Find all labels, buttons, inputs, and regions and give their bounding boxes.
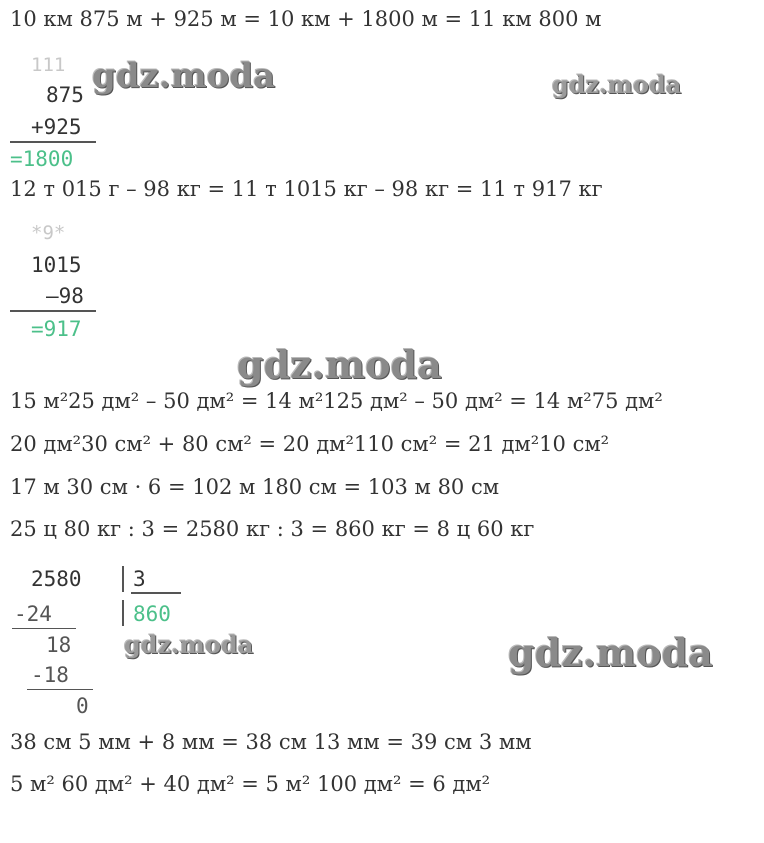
- addition-rule: [10, 141, 96, 143]
- equation-line-6: 25 ц 80 кг : 3 = 2580 кг : 3 = 860 кг = 8 ц 60 кг: [10, 517, 535, 541]
- equation-line-7: 38 см 5 мм + 8 мм = 38 см 13 мм = 39 см 3 мм: [10, 730, 532, 754]
- division-quotient: 860: [133, 602, 171, 626]
- division-dividend: 2580: [31, 567, 82, 591]
- division-bar-lower: [122, 600, 124, 626]
- equation-line-2: 12 т 015 г – 98 кг = 11 т 1015 кг – 98 кг = 11 т 917 кг: [10, 177, 603, 201]
- division-bar-upper: [122, 566, 124, 592]
- addition-operand-b: +925: [31, 115, 82, 139]
- watermark-logo-2: gdz.moda: [552, 70, 682, 99]
- division-divisor: 3: [133, 567, 146, 591]
- watermark-logo-1: gdz.moda: [92, 56, 276, 96]
- subtraction-operand-b: –98: [46, 284, 84, 308]
- addition-result: =1800: [10, 147, 74, 171]
- division-remainder-1: 18: [46, 633, 72, 657]
- subtraction-operand-a: 1015: [31, 253, 82, 277]
- division-step-2-rule: [27, 689, 93, 690]
- equation-line-5: 17 м 30 см · 6 = 102 м 180 см = 103 м 80 см: [10, 475, 500, 499]
- division-step-1-rule: [12, 628, 76, 629]
- division-divisor-rule: [131, 592, 181, 594]
- subtraction-rule: [10, 310, 96, 312]
- equation-line-3: 15 м²25 дм² – 50 дм² = 14 м²125 дм² – 50 дм² = 14 м²75 дм²: [10, 389, 663, 413]
- equation-line-8: 5 м² 60 дм² + 40 дм² = 5 м² 100 дм² = 6 дм²: [10, 772, 491, 796]
- subtraction-result: =917: [31, 317, 82, 341]
- equation-line-4: 20 дм²30 см² + 80 см² = 20 дм²110 см² = 21 дм²10 см²: [10, 432, 610, 456]
- addition-operand-a: 875: [46, 83, 84, 107]
- watermark-logo-4: gdz.moda: [124, 630, 254, 659]
- division-step-2: -18: [31, 663, 69, 687]
- division-remainder-2: 0: [76, 694, 89, 718]
- watermark-logo-5: gdz.moda: [508, 630, 713, 675]
- division-step-1: -24: [14, 602, 52, 626]
- watermark-logo-3: gdz.moda: [237, 342, 442, 387]
- equation-line-1: 10 км 875 м + 925 м = 10 км + 1800 м = 11 км 800 м: [10, 7, 602, 31]
- subtraction-carry: *9*: [31, 222, 66, 244]
- addition-carry: 111: [31, 54, 66, 76]
